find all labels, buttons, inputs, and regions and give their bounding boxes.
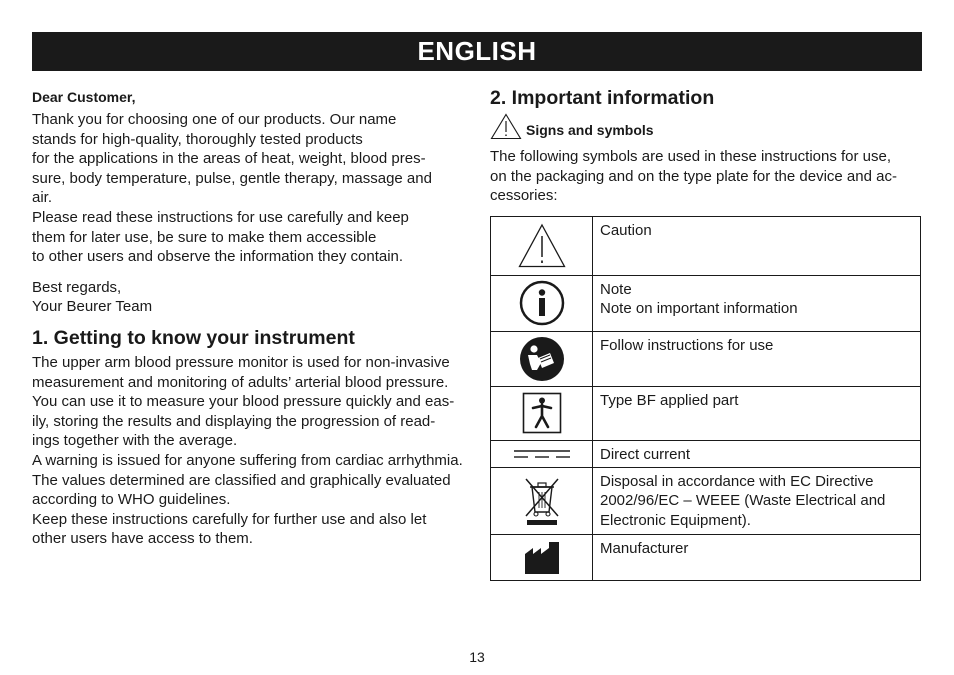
symbol-cell xyxy=(491,216,593,275)
direct-current-icon xyxy=(491,448,592,460)
text-line: You can use it to measure your blood pressure quickly and eas- xyxy=(32,393,455,411)
text-line: Follow instructions for use xyxy=(600,336,774,354)
greeting: Dear Customer, xyxy=(32,89,136,105)
symbol-description xyxy=(593,216,921,275)
text-line: The values determined are classified and graphically evaluated xyxy=(32,471,451,489)
text-line: on the packaging and on the type plate for the device and ac- xyxy=(490,167,897,185)
text-line: Keep these instructions carefully for further use and also let xyxy=(32,510,427,528)
table-row xyxy=(491,534,921,580)
signs-subheading: Signs and symbols xyxy=(526,122,654,138)
symbol-cell xyxy=(491,467,593,534)
page-title: ENGLISH xyxy=(417,36,537,66)
text-line: them for later use, be sure to make them accessible xyxy=(32,228,377,246)
text-line: ings together with the average. xyxy=(32,432,238,450)
text-line: Manufacturer xyxy=(600,539,689,557)
symbol-description xyxy=(593,331,921,386)
text-line: Note xyxy=(600,280,632,298)
symbol-cell xyxy=(491,331,593,386)
text-line: according to WHO guidelines. xyxy=(32,491,231,509)
text-line: cessories: xyxy=(490,187,558,205)
type-bf-applied-part-icon xyxy=(491,392,592,434)
symbol-description xyxy=(593,534,921,580)
text-line: for the applications in the areas of heat, weight, blood pres- xyxy=(32,150,426,168)
symbol-description xyxy=(593,440,921,467)
symbol-cell xyxy=(491,275,593,331)
text-line: measurement and monitoring of adults’ arterial blood pressure. xyxy=(32,373,449,391)
weee-crossed-bin-icon xyxy=(491,476,592,526)
symbols-table xyxy=(490,216,921,581)
text-line: A warning is issued for anyone suffering from cardiac arrhythmia. xyxy=(32,451,463,469)
text-line: Thank you for choosing one of our products. Our name xyxy=(32,111,397,128)
symbol-description xyxy=(593,386,921,440)
table-row xyxy=(491,216,921,275)
page-number: 13 xyxy=(469,649,485,665)
text-line: The following symbols are used in these instructions for use, xyxy=(490,148,892,165)
signs-intro-paragraph xyxy=(490,147,922,206)
table-row xyxy=(491,440,921,467)
info-circle-icon xyxy=(491,280,592,326)
table-row xyxy=(491,386,921,440)
page-title-banner xyxy=(32,32,922,71)
text-line: Please read these instructions for use carefully and keep xyxy=(32,208,409,226)
section2-heading: 2. Important information xyxy=(490,87,715,109)
text-line: Type BF applied part xyxy=(600,391,739,409)
section1-heading: 1. Getting to know your instrument xyxy=(32,326,355,349)
text-line: to other users and observe the information they contain. xyxy=(32,248,404,266)
text-line: The upper arm blood pressure monitor is used for non-invasive xyxy=(32,353,450,371)
warning-triangle-icon xyxy=(491,223,592,269)
closing xyxy=(32,278,464,317)
text-line: Note on important information xyxy=(600,300,798,318)
text-line: Disposal in accordance with EC Directive xyxy=(600,472,874,490)
text-line: stands for high-quality, thoroughly tested products xyxy=(32,130,363,148)
table-row xyxy=(491,331,921,386)
text-line: Best regards, xyxy=(32,278,122,296)
text-line: sure, body temperature, pulse, gentle therapy, massage and xyxy=(32,169,432,187)
symbol-cell xyxy=(491,534,593,580)
text-line: Caution xyxy=(600,221,652,239)
warning-triangle-icon xyxy=(490,113,522,140)
symbol-cell xyxy=(491,440,593,467)
symbol-description xyxy=(593,275,921,331)
section1-paragraph xyxy=(32,353,464,549)
follow-instructions-icon xyxy=(491,336,592,382)
text-line: air. xyxy=(32,189,53,207)
text-line: Electronic Equipment). xyxy=(600,511,751,529)
signs-subheading-row xyxy=(490,113,922,140)
text-line: Direct current xyxy=(600,445,691,463)
table-row xyxy=(491,467,921,534)
text-line: ily, storing the results and displaying the progression of read- xyxy=(32,412,436,430)
left-column xyxy=(32,88,464,549)
text-line: other users have access to them. xyxy=(32,530,253,548)
symbol-description xyxy=(593,467,921,534)
text-line: 2002/96/EC – WEEE (Waste Electrical and xyxy=(600,492,886,510)
table-row xyxy=(491,275,921,331)
manufacturer-factory-icon xyxy=(491,538,592,576)
intro-paragraph xyxy=(32,110,464,267)
symbol-cell xyxy=(491,386,593,440)
right-column xyxy=(490,86,922,581)
text-line: Your Beurer Team xyxy=(32,298,153,316)
